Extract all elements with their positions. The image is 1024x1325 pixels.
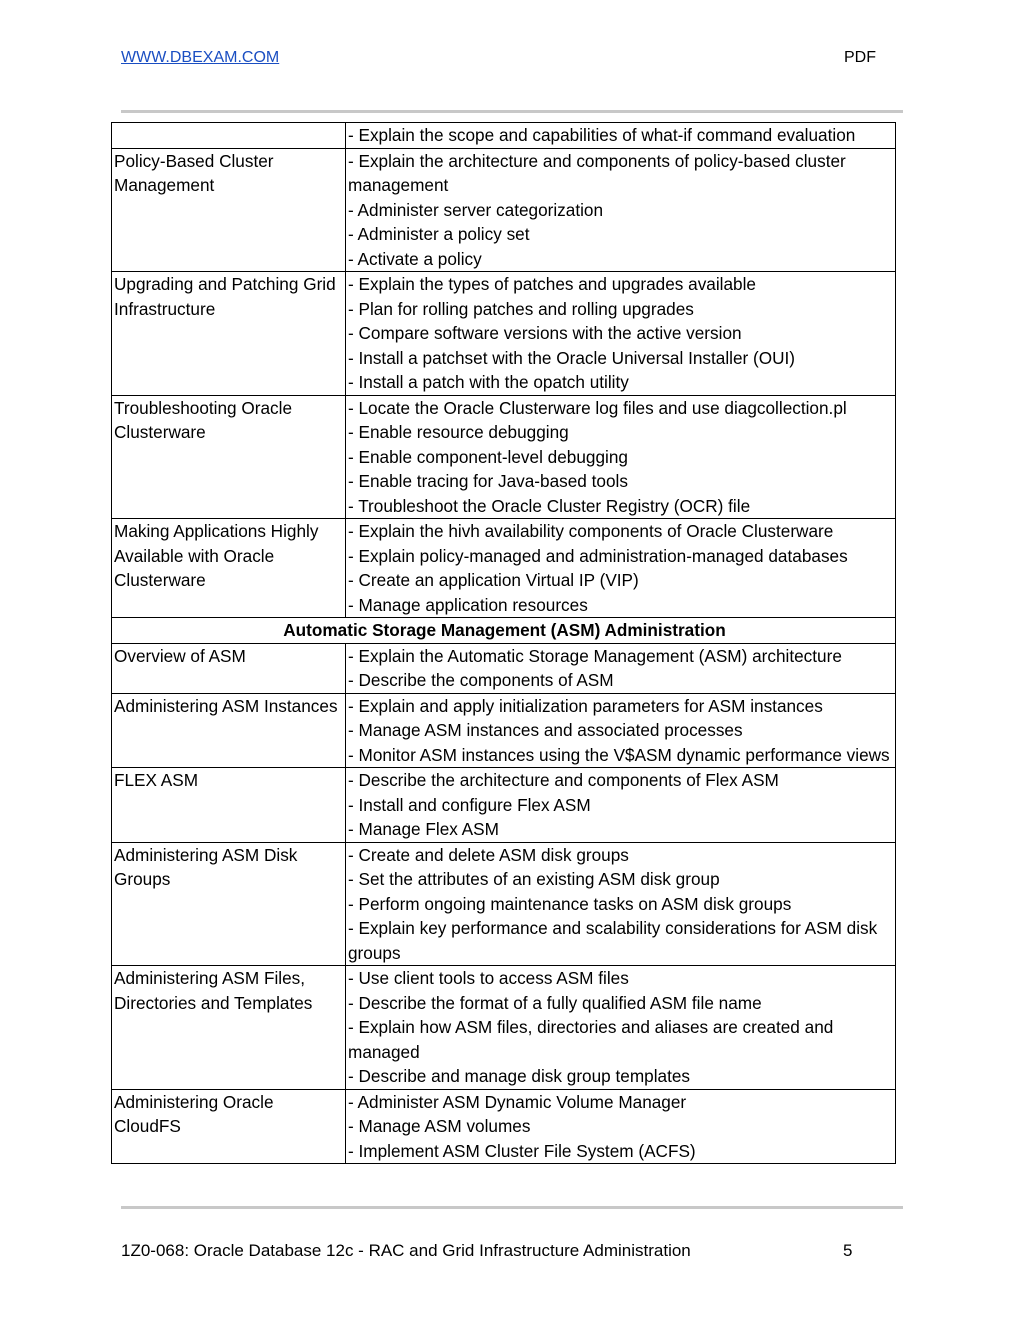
objective-item: - Manage ASM volumes	[348, 1116, 531, 1136]
objective-item: - Explain policy-managed and administration-managed databases	[348, 545, 848, 566]
objective-item: - Describe and manage disk group templates	[348, 1066, 691, 1086]
objective-item: - Install and configure Flex ASM	[348, 794, 591, 815]
table-row	[112, 395, 896, 519]
objective-item: - Enable tracing for Java-based tools	[348, 471, 628, 491]
format-label: PDF	[844, 49, 876, 66]
table-row	[112, 768, 896, 843]
objective-item: - Activate a policy	[348, 248, 482, 269]
header-divider	[121, 110, 903, 113]
objective-item: - Monitor ASM instances using the V$ASM dynamic performance views	[348, 744, 890, 765]
table-row	[112, 1089, 896, 1164]
objective-item: - Install a patchset with the Oracle Universal Installer (OUI)	[348, 347, 796, 368]
section-header-row	[112, 618, 896, 644]
objective-item: - Manage Flex ASM	[348, 819, 499, 839]
topic-cell: FLEX ASM	[112, 768, 346, 843]
exam-topics-table	[111, 122, 896, 1164]
table-row	[112, 693, 896, 768]
table-row	[112, 123, 896, 149]
objectives-cell	[346, 768, 896, 843]
objectives-cell	[346, 395, 896, 519]
objectives-cell	[346, 272, 896, 396]
objective-item: - Administer server categorization	[348, 199, 604, 220]
site-link[interactable]: WWW.DBEXAM.COM	[121, 49, 280, 66]
topic-cell: Administering Oracle CloudFS	[112, 1089, 346, 1164]
objectives-cell	[346, 123, 896, 149]
objective-item: - Perform ongoing maintenance tasks on ASM disk groups	[348, 893, 792, 914]
table-body	[112, 123, 896, 1164]
objective-item: - Describe the format of a fully qualified ASM file name	[348, 992, 762, 1013]
objective-item: - Manage application resources	[348, 594, 588, 615]
objectives-cell	[346, 966, 896, 1090]
topic-cell	[112, 123, 346, 149]
topic-cell: Policy-Based Cluster Management	[112, 148, 346, 272]
topic-cell: Administering ASM Disk Groups	[112, 842, 346, 966]
objectives-cell	[346, 693, 896, 768]
objective-item: - Administer a policy set	[348, 224, 530, 244]
objective-item: - Troubleshoot the Oracle Cluster Registry (OCR) file	[348, 495, 751, 516]
objective-item: - Describe the components of ASM	[348, 670, 614, 690]
objective-item: - Explain how ASM files, directories and aliases are created and managed	[348, 1017, 834, 1062]
objective-item: - Create and delete ASM disk groups	[348, 844, 629, 865]
objective-item: - Explain the Automatic Storage Management (ASM) architecture	[348, 645, 842, 666]
objective-item: - Set the attributes of an existing ASM disk group	[348, 869, 720, 889]
objective-item: - Enable resource debugging	[348, 422, 569, 442]
objective-item: - Explain the types of patches and upgrades available	[348, 274, 756, 294]
footer-divider	[121, 1206, 903, 1209]
table-row	[112, 148, 896, 272]
objective-item: - Compare software versions with the active version	[348, 323, 742, 343]
table-row	[112, 966, 896, 1090]
topic-cell: Making Applications Highly Available with Oracle Clusterware	[112, 519, 346, 618]
objective-item: - Explain the hivh availability components of Oracle Clusterware	[348, 521, 834, 541]
table-row	[112, 643, 896, 693]
objective-item: - Use client tools to access ASM files	[348, 968, 629, 988]
topic-cell: Troubleshooting Oracle Clusterware	[112, 395, 346, 519]
table-row	[112, 842, 896, 966]
objective-item: - Explain and apply initialization parameters for ASM instances	[348, 695, 823, 716]
objective-item: - Plan for rolling patches and rolling upgrades	[348, 298, 694, 319]
objective-item: - Implement ASM Cluster File System (ACFS)	[348, 1140, 696, 1161]
topic-cell: Administering ASM Instances	[112, 693, 346, 768]
objective-item: - Locate the Oracle Clusterware log files and use diagcollection.pl	[348, 397, 847, 418]
topic-cell: Overview of ASM	[112, 643, 346, 693]
topic-cell: Upgrading and Patching Grid Infrastructure	[112, 272, 346, 396]
page-number: 5	[843, 1241, 853, 1260]
objective-item: - Describe the architecture and components of Flex ASM	[348, 770, 779, 790]
objectives-cell	[346, 1089, 896, 1164]
objective-item: - Create an application Virtual IP (VIP)	[348, 570, 639, 590]
objective-item: - Manage ASM instances and associated processes	[348, 720, 743, 740]
table-row	[112, 519, 896, 618]
topic-cell: Administering ASM Files, Directories and Templates	[112, 966, 346, 1090]
objectives-cell	[346, 842, 896, 966]
objective-item: - Administer ASM Dynamic Volume Manager	[348, 1091, 687, 1112]
section-title: Automatic Storage Management (ASM) Administration	[112, 618, 896, 644]
objective-item: - Explain key performance and scalability considerations for ASM disk groups	[348, 918, 878, 963]
exam-title: 1Z0-068: Oracle Database 12c - RAC and Grid Infrastructure Administration	[121, 1241, 691, 1260]
objective-item: - Enable component-level debugging	[348, 446, 628, 467]
objective-item: - Explain the architecture and components of policy-based cluster management	[348, 150, 846, 195]
table-row	[112, 272, 896, 396]
objectives-cell	[346, 643, 896, 693]
objective-item: - Explain the scope and capabilities of what-if command evaluation	[348, 125, 856, 145]
objectives-cell	[346, 148, 896, 272]
objectives-cell	[346, 519, 896, 618]
objective-item: - Install a patch with the opatch utility	[348, 372, 629, 392]
